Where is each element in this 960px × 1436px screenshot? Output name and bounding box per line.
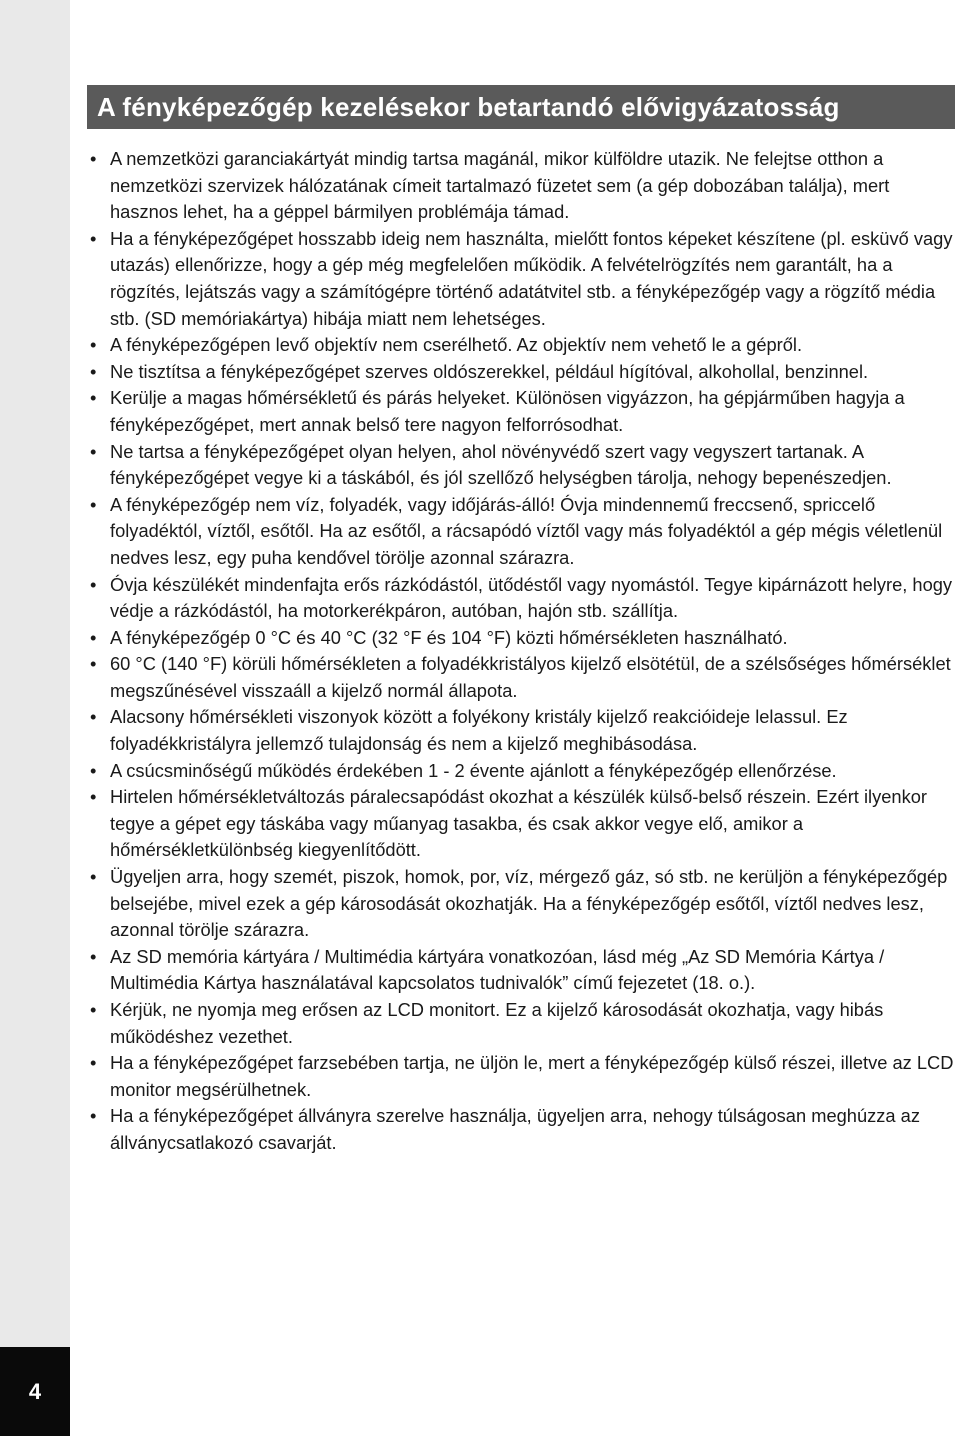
list-item: • Az SD memória kártyára / Multimédia kártyára vonatkozóan, lásd még „Az SD Memória Kártya / Multimédia Kártya használatával kapcsolatos tudnivalók” című fejezetet (18. o.). xyxy=(88,944,956,997)
list-item: • Ügyeljen arra, hogy szemét, piszok, homok, por, víz, mérgező gáz, só stb. ne kerüljön a fényképezőgép belsejébe, mivel ezek a gép károsodását okozhatják. Ha a fényképezőgép esőtől, víztől nedves lesz, azonnal törölje szárazra. xyxy=(88,864,956,944)
list-item: • Óvja készülékét mindenfajta erős rázkódástól, ütődéstől vagy nyomástól. Tegye kipárnázott helyre, hogy védje a rázkódástól, ha motorkerékpáron, autóban, hajón stb. szállítja. xyxy=(88,572,956,625)
side-strip xyxy=(0,0,70,1436)
list-item: • Ne tartsa a fényképezőgépet olyan helyen, ahol növényvédő szert vagy vegyszert tartanak. A fényképezőgépet vegye ki a táskából, és jól szellőző helységben tárolja, nehogy bepenészedjen. xyxy=(88,439,956,492)
list-item: • A fényképezőgépen levő objektív nem cserélhető. Az objektív nem vehető le a gépről. xyxy=(88,332,956,359)
list-item: • Ne tisztítsa a fényképezőgépet szerves oldószerekkel, például hígítóval, alkohollal, benzinnel. xyxy=(88,359,956,386)
list-item: • Ha a fényképezőgépet farzsebében tartja, ne üljön le, mert a fényképezőgép külső részei, illetve az LCD monitor megsérülhetnek. xyxy=(88,1050,956,1103)
page-title: A fényképezőgép kezelésekor betartandó elővigyázatosság xyxy=(87,85,955,129)
list-item: • A csúcsminőségű működés érdekében 1 - 2 évente ajánlott a fényképezőgép ellenőrzése. xyxy=(88,758,956,785)
precautions-content xyxy=(88,146,956,1157)
list-item: • Kérjük, ne nyomja meg erősen az LCD monitort. Ez a kijelző károsodását okozhatja, vagy hibás működéshez vezethet. xyxy=(88,997,956,1050)
precautions-list xyxy=(88,146,956,1157)
list-item: • A fényképezőgép nem víz, folyadék, vagy időjárás-álló! Óvja mindennemű freccsenő, spriccelő folyadéktól, víztől, esőtől. Ha az esőtől, a rácsapódó víztől vagy más folyadéktól a gép mégis véletlenül nedves lesz, egy puha kendővel törölje azonnal szárazra. xyxy=(88,492,956,572)
list-item: • A fényképezőgép 0 °C és 40 °C (32 °F és 104 °F) közti hőmérsékleten használható. xyxy=(88,625,956,652)
page-number: 4 xyxy=(0,1347,70,1436)
list-item: • 60 °C (140 °F) körüli hőmérsékleten a folyadékkristályos kijelző elsötétül, de a szélsőséges hőmérséklet megszűnésével visszaáll a kijelző normál állapota. xyxy=(88,651,956,704)
list-item: • Kerülje a magas hőmérsékletű és párás helyeket. Különösen vigyázzon, ha gépjárműben hagyja a fényképezőgépet, mert annak belső tere nagyon felforrósodhat. xyxy=(88,385,956,438)
list-item: • Ha a fényképezőgépet állványra szerelve használja, ügyeljen arra, nehogy túlságosan meghúzza az állványcsatlakozó csavarját. xyxy=(88,1103,956,1156)
list-item: • Hirtelen hőmérsékletváltozás páralecsapódást okozhat a készülék külső-belső részein. Ezért ilyenkor tegye a gépet egy táskába vagy műanyag tasakba, és csak akkor vegye elő, amikor a hőmérsékletkülönbség kiegyenlítődött. xyxy=(88,784,956,864)
list-item: • A nemzetközi garanciakártyát mindig tartsa magánál, mikor külföldre utazik. Ne felejtse otthon a nemzetközi szervizek hálózatának címeit tartalmazó füzetet sem (a gép dobozában találja), mert hasznos lehet, ha a géppel bármilyen problémája támad. xyxy=(88,146,956,226)
list-item: • Alacsony hőmérsékleti viszonyok között a folyékony kristály kijelző reakcióideje lelassul. Ez folyadékkristályra jellemző tulajdonság és nem a kijelző meghibásodása. xyxy=(88,704,956,757)
list-item: • Ha a fényképezőgépet hosszabb ideig nem használta, mielőtt fontos képeket készítene (pl. esküvő vagy utazás) ellenőrizze, hogy a gép még megfelelően működik. A felvételrögzítés nem garantált, ha a rögzítés, lejátszás vagy a számítógépre történő adatátvitel stb. a fényképezőgép vagy a rögzítő média stb. (SD memóriakártya) hibája miatt nem lehetséges. xyxy=(88,226,956,332)
